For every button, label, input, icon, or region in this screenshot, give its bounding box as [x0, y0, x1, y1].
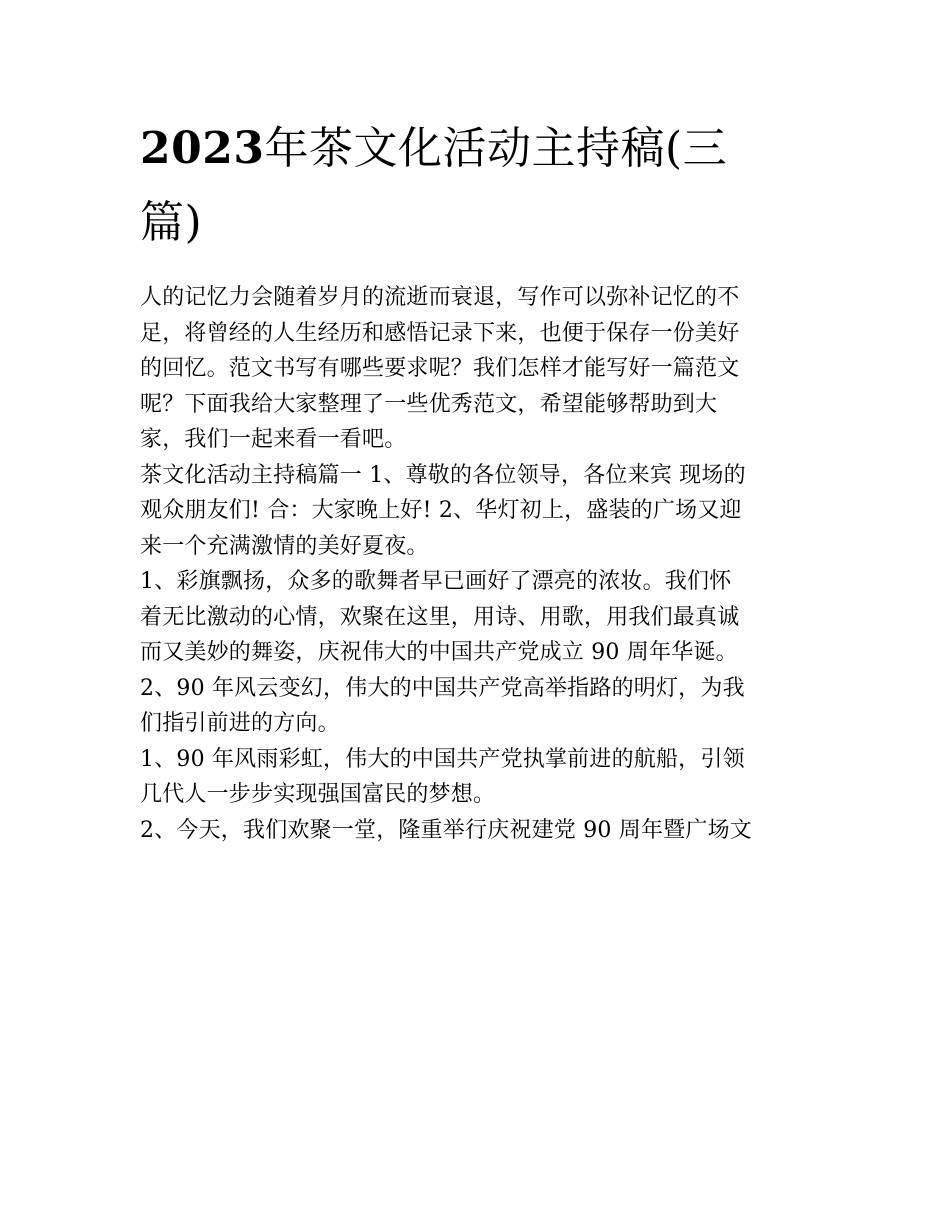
title-line2: 篇) [140, 197, 203, 248]
paragraph-line: 的回忆。范文书写有哪些要求呢？我们怎样才能写好一篇范文 [140, 356, 740, 381]
document-title [140, 112, 812, 260]
document-body [140, 280, 812, 848]
paragraph-line: 呢？下面我给大家整理了一些优秀范文，希望能够帮助到大 [140, 391, 718, 417]
paragraph-intro [140, 280, 812, 458]
paragraph-line: 足，将曾经的人生经历和感悟记录下来，也便于保存一份美好 [140, 320, 740, 346]
paragraph-line: 来一个充满激情的美好夏夜。 [140, 533, 429, 559]
paragraph-line: 1、彩旗飘扬，众多的歌舞者早已画好了漂亮的浓妆。我们怀 [140, 569, 732, 594]
paragraph-section-one [140, 458, 812, 565]
paragraph-line: 观众朋友们! 合：大家晚上好! 2、华灯初上，盛装的广场又迎 [140, 498, 742, 523]
paragraph-line: 家，我们一起来看一看吧。 [140, 427, 407, 452]
paragraph-line: 而又美妙的舞姿，庆祝伟大的中国共产党成立 90 周年华诞。 [140, 640, 738, 665]
paragraph-line: 2、90 年风云变幻，伟大的中国共产党高举指路的明灯，为我 [140, 675, 745, 701]
paragraph-line: 茶文化活动主持稿篇一 1、尊敬的各位领导，各位来宾 现场的 [140, 462, 746, 488]
paragraph-item [140, 564, 812, 671]
paragraph-line: 1、90 年风雨彩虹，伟大的中国共产党执掌前进的航船，引领 [140, 746, 745, 772]
paragraph-line: 2、今天，我们欢聚一堂，隆重举行庆祝建党 90 周年暨广场文 [140, 817, 752, 843]
title-line1-rest: 年茶文化活动主持稿(三 [264, 123, 728, 174]
paragraph-line: 几代人一步步实现强国富民的梦想。 [140, 782, 496, 807]
paragraph-item [140, 742, 812, 813]
paragraph-item [140, 813, 812, 849]
paragraph-item [140, 671, 812, 742]
paragraph-line: 们指引前进的方向。 [140, 711, 340, 736]
title-year: 2023 [140, 123, 265, 174]
paragraph-line: 着无比激动的心情，欢聚在这里，用诗、用歌，用我们最真诚 [140, 604, 740, 630]
document-page [140, 112, 812, 848]
paragraph-line: 人的记忆力会随着岁月的流逝而衰退，写作可以弥补记忆的不 [140, 285, 740, 310]
